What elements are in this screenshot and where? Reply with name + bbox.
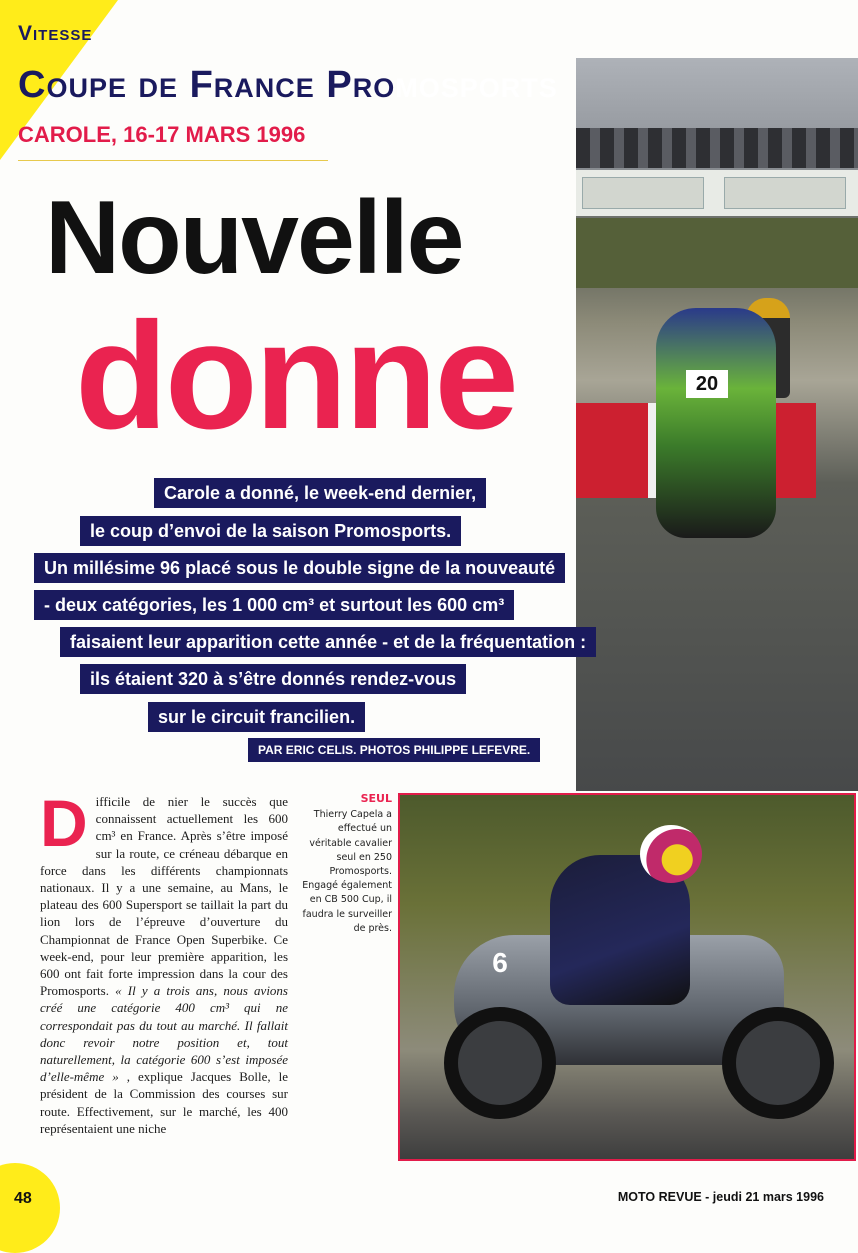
photo-wheel <box>444 1007 556 1119</box>
bike-number-plate: 6 <box>492 947 508 978</box>
lede-line: faisaient leur apparition cette année - et de la fréquentation : <box>60 627 596 657</box>
rider-number-plate: 20 <box>686 370 728 398</box>
photo-crowd <box>576 128 858 168</box>
photo-sponsor-banner <box>576 170 858 216</box>
photo-grass <box>576 218 858 288</box>
headline-line-2: donne <box>75 291 516 461</box>
divider <box>18 160 328 161</box>
rider-photo <box>398 793 856 1161</box>
body-text-end: , explique Jacques Bolle, le président de la Commission des courses sur route. Effectivement, sur le marché, les 400 représentaient une niche <box>40 1069 288 1136</box>
race-title <box>18 64 558 107</box>
race-title-rest: mosports <box>395 64 558 106</box>
photo-helmet <box>640 825 702 883</box>
body-text-start: ifficile de nier le succès que connaissent actuellement les 600 cm³ en France. Après s’être imposé sur la route, ce créneau débarque en force dans les différents championnats nationaux. Il y a une semaine, au Mans, le plateau des 600 Supersport se taillait la part du lion lors de l’épreuve d’ouverture du Championnat de France Open Superbike. Ce week-end, pour leur première apparition, les 600 ont fait forte impression dans la cour des Promosports. <box>40 794 288 999</box>
lede-line: sur le circuit francilien. <box>148 702 365 732</box>
lede-line: ils étaient 320 à s’être donnés rendez-vous <box>80 664 466 694</box>
lede-line: Carole a donné, le week-end dernier, <box>154 478 486 508</box>
body-quote: « Il y a trois ans, nous avions créé une catégorie 400 cm³ qui ne correspondait pas du tout au marché. Il fallait donc revoir notre position et, tout naturellement, la catégorie 600 s’est imposée d’elle-même » <box>40 983 288 1085</box>
race-date: CAROLE, 16-17 MARS 1996 <box>18 122 306 147</box>
lede-line: Un millésime 96 placé sous le double signe de la nouveauté <box>34 553 565 583</box>
photo-caption <box>300 792 392 936</box>
photo-wheel <box>722 1007 834 1119</box>
headline-line-1: Nouvelle <box>45 180 463 296</box>
lead-photo <box>576 58 858 791</box>
yellow-page-tab <box>0 1163 60 1253</box>
article-body <box>40 786 288 1137</box>
photo-sponsor-block <box>724 177 846 209</box>
caption-title: SEUL <box>360 792 392 805</box>
drop-cap: D <box>40 786 88 860</box>
page-number: 48 <box>14 1190 32 1207</box>
race-title-main: Coupe de France Pro <box>18 64 396 106</box>
byline: PAR ERIC CELIS. PHOTOS PHILIPPE LEFEVRE. <box>248 738 540 762</box>
section-kicker: Vitesse <box>18 22 93 45</box>
caption-text: Thierry Capela a effectué un véritable cavalier seul en 250 Promosports. Engagé également en CB 500 Cup, il faudra le surveiller de près. <box>302 809 392 934</box>
publication-footer: MOTO REVUE - jeudi 21 mars 1996 <box>617 1190 824 1204</box>
photo-sponsor-block <box>582 177 704 209</box>
lede-line: le coup d’envoi de la saison Promosports. <box>80 516 461 546</box>
photo-rider <box>656 308 776 538</box>
lede-line: - deux catégories, les 1 000 cm³ et surtout les 600 cm³ <box>34 590 514 620</box>
article-paragraph <box>40 786 288 1137</box>
